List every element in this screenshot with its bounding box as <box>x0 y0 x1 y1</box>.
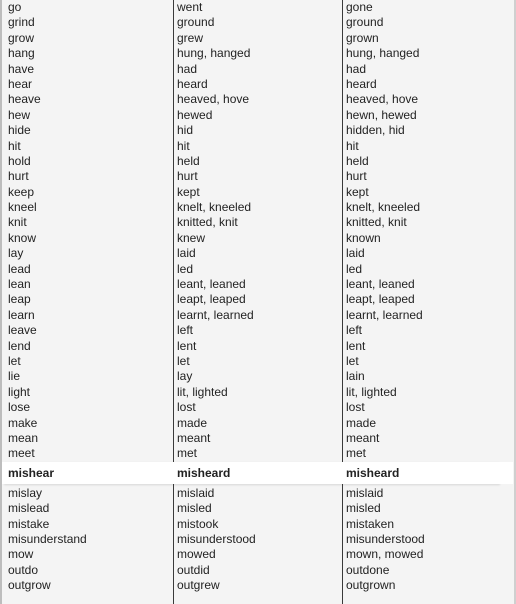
verb-base-form: lead <box>8 261 31 276</box>
verb-base-form: go <box>8 0 22 14</box>
verb-base-form: have <box>8 61 35 76</box>
verb-past-participle: leant, leaned <box>346 277 415 292</box>
verb-base-form: outdo <box>8 562 39 577</box>
verb-past-participle: knelt, kneeled <box>346 200 421 215</box>
verb-past-simple: lay <box>177 369 193 384</box>
verb-past-simple: heard <box>177 76 208 91</box>
base-form-column <box>8 0 172 604</box>
verb-past-participle: kept <box>346 184 369 199</box>
verb-past-participle: hidden, hid <box>346 123 405 138</box>
verb-base-form: lend <box>8 338 31 353</box>
verb-past-simple: heaved, hove <box>177 92 250 107</box>
verb-past-simple: lit, lighted <box>177 384 228 399</box>
verb-past-participle: misheard <box>340 462 513 484</box>
verb-past-simple: left <box>177 323 194 338</box>
verb-past-participle: mown, mowed <box>346 547 424 562</box>
verb-past-participle: made <box>346 415 377 430</box>
verb-past-simple: misheard <box>171 462 344 484</box>
verb-past-participle: meant <box>346 430 380 445</box>
verb-base-form: mow <box>8 547 34 562</box>
verb-base-form: lie <box>8 369 21 384</box>
verb-past-simple: hewed <box>177 107 213 122</box>
verb-past-participle: hurt <box>346 169 367 184</box>
verb-past-simple: hid <box>177 123 194 138</box>
verb-past-simple: led <box>177 261 194 276</box>
verb-base-form: mistake <box>8 516 50 531</box>
verb-past-simple: learnt, learned <box>177 307 254 322</box>
verb-past-participle: held <box>346 153 369 168</box>
verb-past-simple: grew <box>177 30 204 45</box>
verb-base-form: kneel <box>8 200 37 215</box>
verb-past-simple: misunderstood <box>177 531 256 546</box>
verb-past-simple: hurt <box>177 169 198 184</box>
verb-past-simple: held <box>177 153 200 168</box>
verb-past-participle: gone <box>346 0 373 14</box>
verb-base-form: lose <box>8 400 31 415</box>
verb-base-form: misunderstand <box>8 531 87 546</box>
verb-past-participle: learnt, learned <box>346 307 423 322</box>
past-simple-column <box>177 0 341 604</box>
verb-past-participle: knitted, knit <box>346 215 407 230</box>
verb-base-form: lean <box>8 277 31 292</box>
verb-base-form: let <box>8 353 21 368</box>
verb-past-simple: lent <box>177 338 197 353</box>
verb-base-form: grind <box>8 15 35 30</box>
column-separator <box>342 0 343 604</box>
verb-past-simple: hung, hanged <box>177 46 251 61</box>
verb-past-simple: made <box>177 415 208 430</box>
verb-base-form: mislay <box>8 485 43 500</box>
verb-past-simple: ground <box>177 15 215 30</box>
verb-past-participle: heard <box>346 76 377 91</box>
verb-past-simple: knew <box>177 230 206 245</box>
verb-base-form: leave <box>8 323 37 338</box>
verb-past-participle: laid <box>346 246 365 261</box>
verb-past-simple: hit <box>177 138 190 153</box>
verb-past-simple: meant <box>177 430 211 445</box>
verb-past-participle: led <box>346 261 363 276</box>
verb-past-simple: misled <box>177 501 212 516</box>
verb-past-simple: outgrew <box>177 578 220 593</box>
verb-past-participle: misled <box>346 501 381 516</box>
verb-past-simple: lost <box>177 400 196 415</box>
verb-past-simple: went <box>177 0 203 14</box>
verb-base-form: hold <box>8 153 31 168</box>
verb-past-simple: laid <box>177 246 196 261</box>
verb-base-form: mishear <box>2 462 175 484</box>
verb-past-participle: known <box>346 230 381 245</box>
verb-past-simple: leapt, leaped <box>177 292 246 307</box>
verb-past-simple: knelt, kneeled <box>177 200 252 215</box>
verb-past-simple: had <box>177 61 198 76</box>
verb-past-simple: mistook <box>177 516 219 531</box>
verb-past-participle: grown <box>346 30 379 45</box>
verb-past-simple: met <box>177 446 198 461</box>
verb-base-form: hang <box>8 46 35 61</box>
verb-base-form: outgrow <box>8 578 51 593</box>
verb-base-form: mislead <box>8 501 50 516</box>
verb-past-participle: lost <box>346 400 365 415</box>
verb-past-participle: hewn, hewed <box>346 107 417 122</box>
verb-base-form: grow <box>8 30 35 45</box>
verb-base-form: mean <box>8 430 39 445</box>
verb-past-simple: outdid <box>177 562 210 577</box>
verb-base-form: hide <box>8 123 31 138</box>
verb-base-form: hurt <box>8 169 29 184</box>
verb-past-simple: let <box>177 353 190 368</box>
verb-past-participle: outgrown <box>346 578 396 593</box>
verb-past-participle: lent <box>346 338 366 353</box>
verb-base-form: hew <box>8 107 31 122</box>
verb-past-participle: ground <box>346 15 384 30</box>
verb-past-participle: mislaid <box>346 485 384 500</box>
verb-past-participle: mistaken <box>346 516 395 531</box>
verb-base-form: know <box>8 230 37 245</box>
verb-past-participle: leapt, leaped <box>346 292 415 307</box>
verb-past-participle: had <box>346 61 367 76</box>
verb-base-form: keep <box>8 184 35 199</box>
verb-past-participle: hit <box>346 138 359 153</box>
verb-past-simple: kept <box>177 184 200 199</box>
verb-past-participle: lain <box>346 369 365 384</box>
verb-past-participle: heaved, hove <box>346 92 419 107</box>
verb-base-form: hear <box>8 76 33 91</box>
verb-base-form: make <box>8 415 38 430</box>
verb-base-form: lay <box>8 246 24 261</box>
verb-past-participle: let <box>346 353 359 368</box>
verb-base-form: hit <box>8 138 21 153</box>
verb-past-simple: mislaid <box>177 485 215 500</box>
verb-past-participle: left <box>346 323 363 338</box>
verb-past-participle: misunderstood <box>346 531 425 546</box>
column-separator <box>173 0 174 604</box>
verb-past-participle: hung, hanged <box>346 46 420 61</box>
past-participle-column <box>346 0 510 604</box>
verb-past-simple: knitted, knit <box>177 215 238 230</box>
verb-past-participle: met <box>346 446 367 461</box>
verb-past-simple: leant, leaned <box>177 277 246 292</box>
verb-base-form: meet <box>8 446 35 461</box>
verb-base-form: light <box>8 384 31 399</box>
verb-base-form: heave <box>8 92 41 107</box>
verb-past-participle: lit, lighted <box>346 384 397 399</box>
verb-base-form: learn <box>8 307 35 322</box>
verb-past-participle: outdone <box>346 562 390 577</box>
verb-base-form: leap <box>8 292 31 307</box>
verb-past-simple: mowed <box>177 547 216 562</box>
verb-base-form: knit <box>8 215 27 230</box>
